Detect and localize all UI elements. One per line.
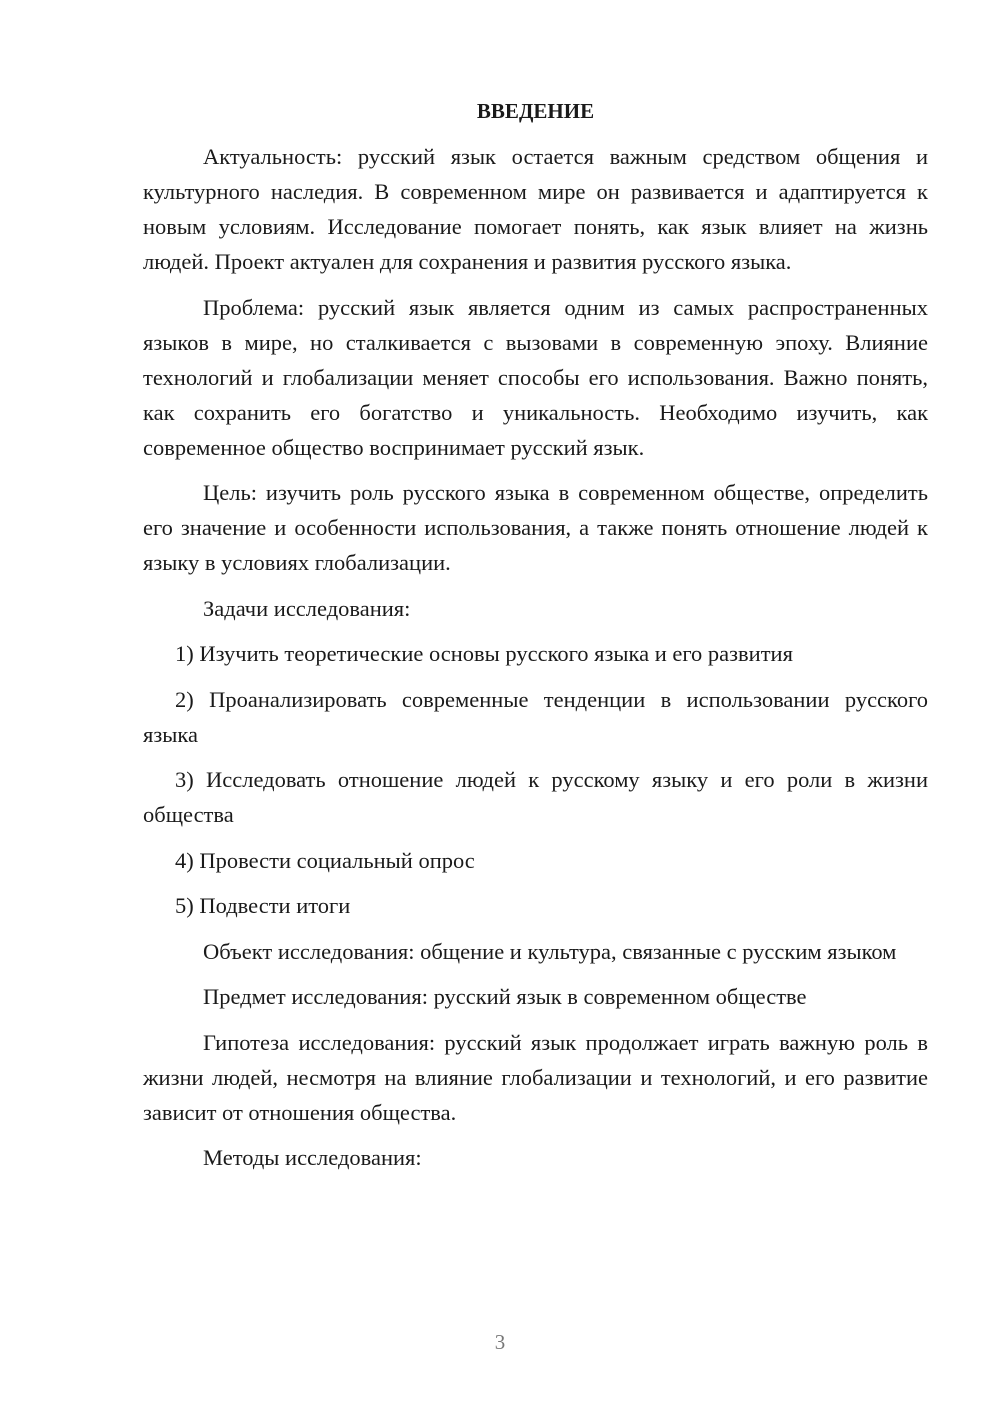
task-item-2: 2) Проанализировать современные тенденции в использовании русского языка: [143, 686, 928, 747]
problem-paragraph: Проблема: русский язык является одним из самых распространенных языков в мире, но сталкивается с вызовами в современную эпоху. Влияние технологий и глобализации меняет способы его использования. Важно понять, как сохранить его богатство и уникальность. Необходимо изучить, как современное общество воспринимает русский язык.: [143, 294, 928, 460]
task-item-3: 3) Исследовать отношение людей к русскому языку и его роли в жизни общества: [143, 767, 928, 827]
object-paragraph: Объект исследования: общение и культура, связанные с русским языком: [203, 938, 897, 964]
task-item-4: 4) Провести социальный опрос: [175, 847, 475, 873]
methods-title: Методы исследования:: [203, 1145, 422, 1170]
task-item-5: 5) Подвести итоги: [175, 893, 351, 918]
relevance-paragraph: Актуальность: русский язык остается важным средством общения и культурного наследия. В современном мире он развивается и адаптируется к новым условиям. Исследование помогает понять, как язык влияет на жизнь людей. Проект актуален для сохранения и развития русского языка.: [143, 144, 928, 274]
hypothesis-paragraph: Гипотеза исследования: русский язык продолжает играть важную роль в жизни людей, несмотря на влияние глобализации и технологий, и его развитие зависит от отношения общества.: [143, 1029, 928, 1125]
page-content: [143, 94, 928, 1186]
page-number: 3: [494, 1330, 506, 1354]
section-heading: ВВЕДЕНИЕ: [476, 99, 595, 123]
subject-paragraph: Предмет исследования: русский язык в современном обществе: [203, 984, 807, 1009]
tasks-title: Задачи исследования:: [203, 595, 411, 621]
goal-paragraph: Цель: изучить роль русского языка в современном обществе, определить его значение и особенности использования, а также понять отношение людей к языку в условиях глобализации.: [143, 480, 928, 575]
task-item-1: 1) Изучить теоретические основы русского языка и его развития: [175, 641, 793, 666]
